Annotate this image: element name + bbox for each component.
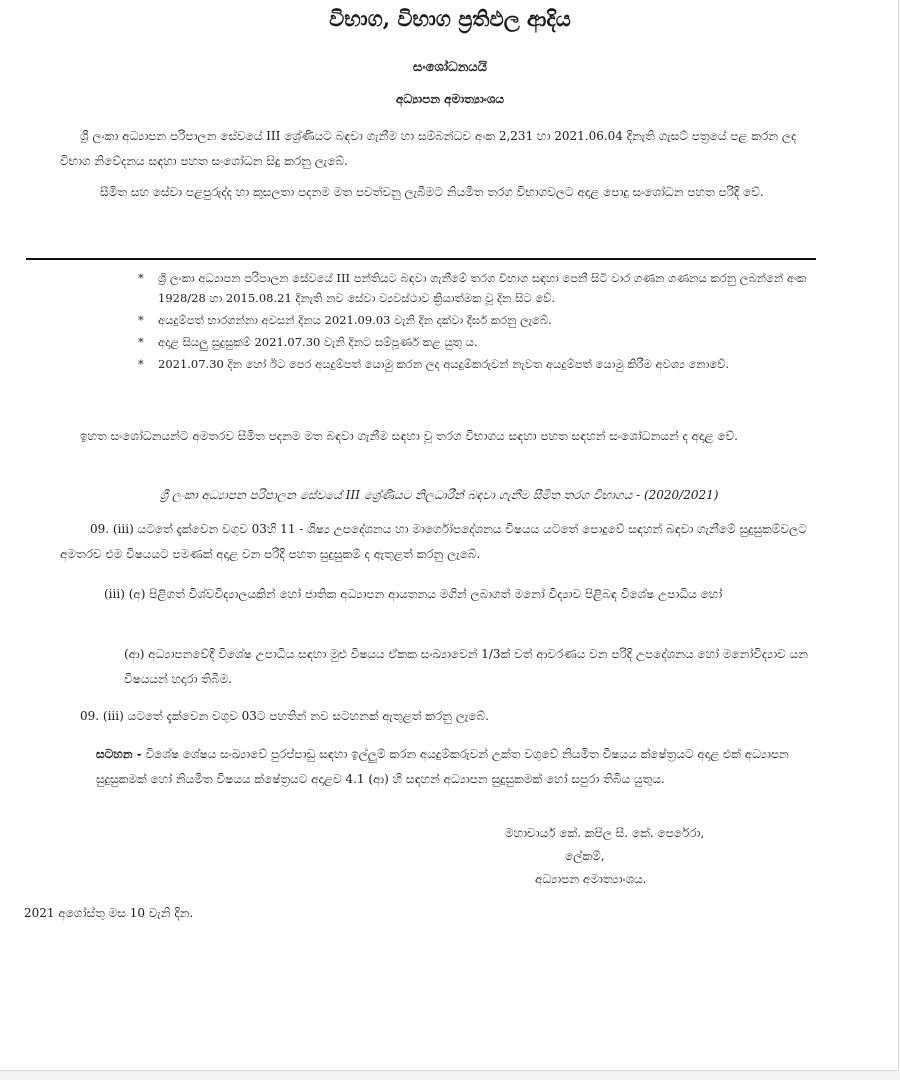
note-block	[96, 742, 818, 792]
note-text: විශේෂ ශේෂය සංඛ්‍යාවේ පුරප්පාඩු සඳහා ඉල්ලුම් කරන අයදුම්කරුවන් උක්ත වගුවේ නියමිත විෂයය ක්ෂේත්‍රයට අදාළ එක් අධ්‍යාපන සුදුසුකමක් හෝ නියමිත විෂයය ක්ෂේත්‍රයට අදාළව 4.1 (ආ) හි සඳහන් අධ්‍යාපන සුදුසුකමක් හෝ සපුරා තිබිය යුතුය.	[96, 747, 789, 786]
list-item	[136, 310, 816, 330]
bullet-text: අයදුම්පත් භාරගන්නා අවසන් දිනය 2021.09.03 වැනි දින දක්වා දීර්ඝ කරනු ලැබේ.	[158, 313, 552, 327]
notice-subtitle: සංශෝධනයයි	[413, 60, 487, 75]
signatory-post: ලේකම්,	[565, 849, 605, 863]
bullet-text: 2021.07.30 දින හෝ ඊට පෙර අයදුම්පත් යොමු කරන ලද අයදුම්කරුවන් නැවත අයදුම්පත් යොමු කිරීම අවශ්‍ය නොවේ.	[158, 357, 730, 371]
signatory-office: අධ්‍යාපන අමාත්‍යාංශය.	[535, 872, 647, 886]
bullet-text: ශ්‍රී ලංකා අධ්‍යාපන පරිපාලන සේවයේ III පන්තියට බඳවා ගැනීමේ තරග විභාග සඳහා පෙනී සිටි වාර ගණන ගණනය කරනු ලබන්නේ අංක 1928/28 හා 2015.08.21 දිනැති නව සේවා ව්‍යවස්ථාව ක්‍රියාත්මක වූ දින සිට වේ.	[158, 271, 807, 305]
signature-block	[505, 822, 765, 891]
intro-paragraph: ශ්‍රී ලංකා අධ්‍යාපන පරිපාලන සේවයේ III ශ්‍රේණියට බඳවා ගැනීම හා සම්බන්ධව අංක 2,231 හා 2021.06.04 දිනැති ගැසට් පත්‍රයේ පළ කරන ලද විභාග නිවේදනය සඳහා පහත සංශෝධන සිදු කරනු ලැබේ.	[60, 129, 797, 168]
bullet-text: අදාළ සියලු සුදුසුකම් 2021.07.30 වැනි දිනට සම්පූර්ණ කළ යුතු ය.	[158, 335, 478, 349]
list-item	[136, 332, 816, 352]
additional-amendments-paragraph: ඉහත සංශෝධනයන්ට අමතරව සීමිත පදනම මත බඳවා ගැනීම සඳහා වූ තරග විභාගය සඳහා පහත සඳහන් සංශෝධනයන් ද අදාළ වේ.	[80, 429, 738, 443]
clause-09-paragraph: 09. (iii) යටතේ දැක්වෙන වගුව 03හි 11 - ශිෂ්‍ය උපදේශනය හා මාර්ගෝපදේශනය විෂයය යටතේ පොදුවේ සඳහන් බඳවා ගැනීමේ සුදුසුකම්වලට අමතරව එම විෂයයට පමණක් අදාළ වන පරිදි පහත සුදුසුකම් ද ඇතුළත් කරනු ලැබේ.	[60, 522, 807, 561]
bullet-symbol: *	[138, 271, 144, 285]
bullet-symbol: *	[138, 357, 144, 371]
qualification-item-aa: (ආ) අධ්‍යාපනවේදී විශේෂ උපාධිය සඳහා මුළු විෂයය ඒකක සංඛ්‍යාවෙන් 1/3ක් වත් ආවරණය වන පරිදි උපදේශනය හෝ මනෝවිද්‍යාව යන විෂයයන් හදාරා තිබීම.	[124, 647, 808, 686]
page-title: විභාග, විභාග ප්‍රතිඵල ආදිය	[329, 6, 571, 31]
bullet-symbol: *	[138, 335, 144, 349]
qualification-item-a: (iii) (අ) පිළිගත් විශ්වවිද්‍යාලයකින් හෝ ජාතික අධ්‍යාපන ආයතනය මගින් ලබාගත් මනෝ විද්‍යාව පිළිබඳ විශේෂ උපාධිය හෝ	[104, 587, 723, 601]
exam-title: ශ්‍රී ලංකා අධ්‍යාපන පරිපාලන සේවයේ III ශ්‍රේණියට නිලධාරීන් බඳවා ගැනීම සීමිත තරග විභාගය - (2020/2021)	[159, 488, 719, 502]
new-note-paragraph: 09. (iii) යටතේ දැක්වෙන වගුව 03ට පහතින් නව සටහනක් ඇතුළත් කරනු ලැබේ.	[80, 709, 489, 723]
section-divider	[26, 258, 816, 260]
ministry-heading: අධ්‍යාපන අමාත්‍යාංශය	[395, 92, 505, 106]
amendment-bullet-list	[136, 268, 816, 376]
signatory-name: මහාචාර්ය කේ. කපිල සී. කේ. පෙරේරා,	[505, 826, 705, 840]
bullet-symbol: *	[138, 313, 144, 327]
common-amendments-paragraph: සීමිත සහ සේවා පළපුරුද්ද හා කුසලතා පදනම මත පවත්වනු ලැබීමට නියමිත තරග විභාගවලට අදාළ පොදු සංශෝධන පහත පරිදි වේ.	[100, 185, 764, 199]
note-label: සටහන -	[96, 747, 142, 761]
list-item	[136, 354, 816, 374]
list-item	[136, 268, 816, 308]
issue-date: 2021 අගෝස්තු මස 10 වැනි දින.	[24, 906, 194, 920]
